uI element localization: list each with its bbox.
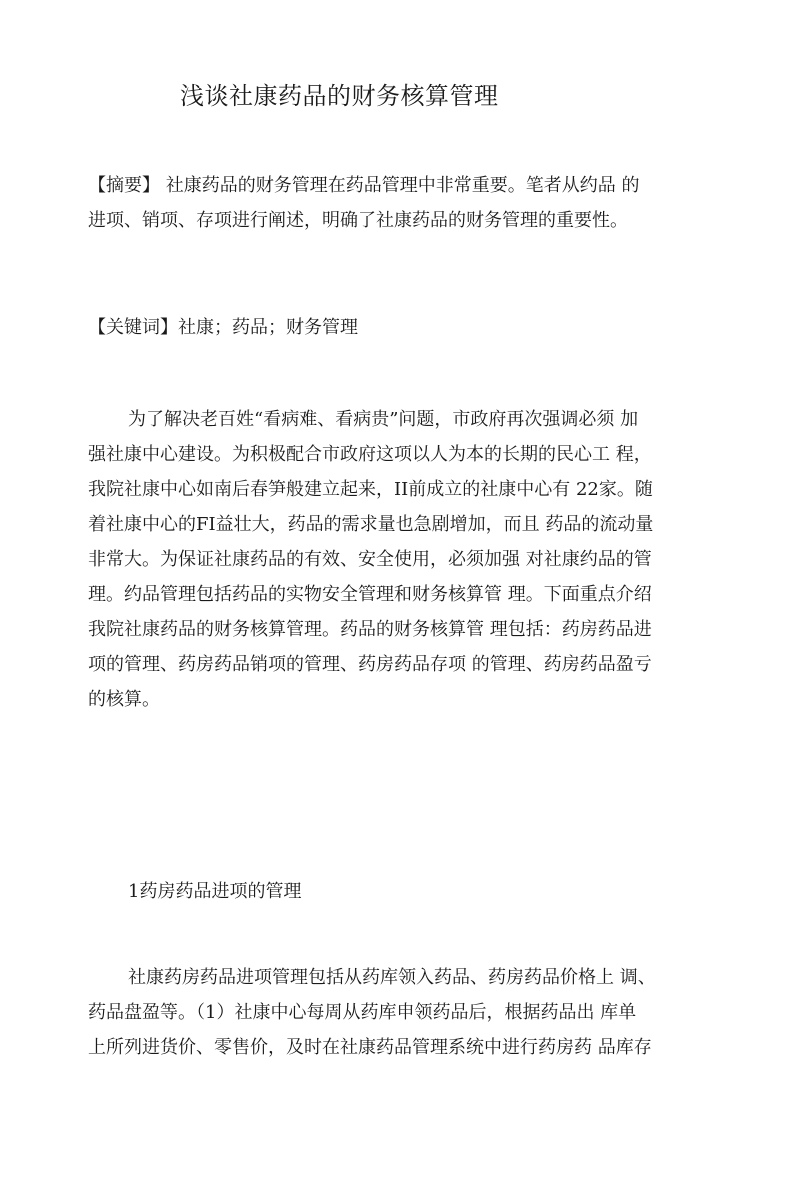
intro-paragraph — [88, 402, 728, 717]
abstract-line: 【摘要】 社康药品的财务管理在药品管理中非常重要。笔者从约品 的 — [88, 175, 640, 196]
abstract-line: 进项、销项、存项进行阐述，明确了社康药品的财务管理的重要性。 — [88, 210, 628, 231]
intro-line: 强社康中心建设。为积极配合市政府这项以人为本的长期的民心工 程， — [88, 444, 652, 465]
keywords-line — [88, 310, 728, 345]
intro-line: 的核算。 — [88, 689, 160, 710]
section-body-line: 社康药房药品进项管理包括从药库领入药品、药房药品价格上 调、 — [128, 967, 656, 988]
intro-line: 项的管理、药房药品销项的管理、药房药品存项 的管理、药房药品盈亏 — [88, 654, 652, 675]
keywords-text: 【关键词】社康；药品；财务管理 — [88, 317, 358, 338]
section-body-paragraph — [88, 960, 728, 1065]
section-heading-text: 1药房药品进项的管理 — [128, 881, 302, 902]
intro-line: 非常大。为保证社康药品的有效、安全使用，必须加强 对社康约品的管 — [88, 549, 652, 570]
abstract-paragraph — [88, 168, 728, 238]
intro-line: 为了解决老百姓“看病难、看病贵”问题，市政府再次强调必须 加 — [128, 409, 639, 430]
intro-line: 我院社康中心如南后春笋般建立起来，II前成立的社康中心有 22家。随 — [88, 479, 653, 500]
section-heading — [88, 874, 728, 909]
intro-line: 我院社康药品的财务核算管理。药品的财务核算管 理包括：药房药品进 — [88, 619, 652, 640]
document-title: 浅谈社康药品的财务核算管理 — [180, 82, 499, 110]
section-body-line: 药品盘盈等。（1）社康中心每周从药库申领药品后，根据药品出 库单 — [88, 1002, 637, 1023]
intro-line: 着社康中心的FI益壮大，药品的需求量也急剧增加，而且 药品的流动量 — [88, 514, 654, 535]
intro-line: 理。约品管理包括药品的实物安全管理和财务核算管 理。下面重点介绍 — [88, 584, 652, 605]
section-body-line: 上所列进货价、零售价，及时在社康药品管理系统中进行药房药 品库存 — [88, 1037, 652, 1058]
